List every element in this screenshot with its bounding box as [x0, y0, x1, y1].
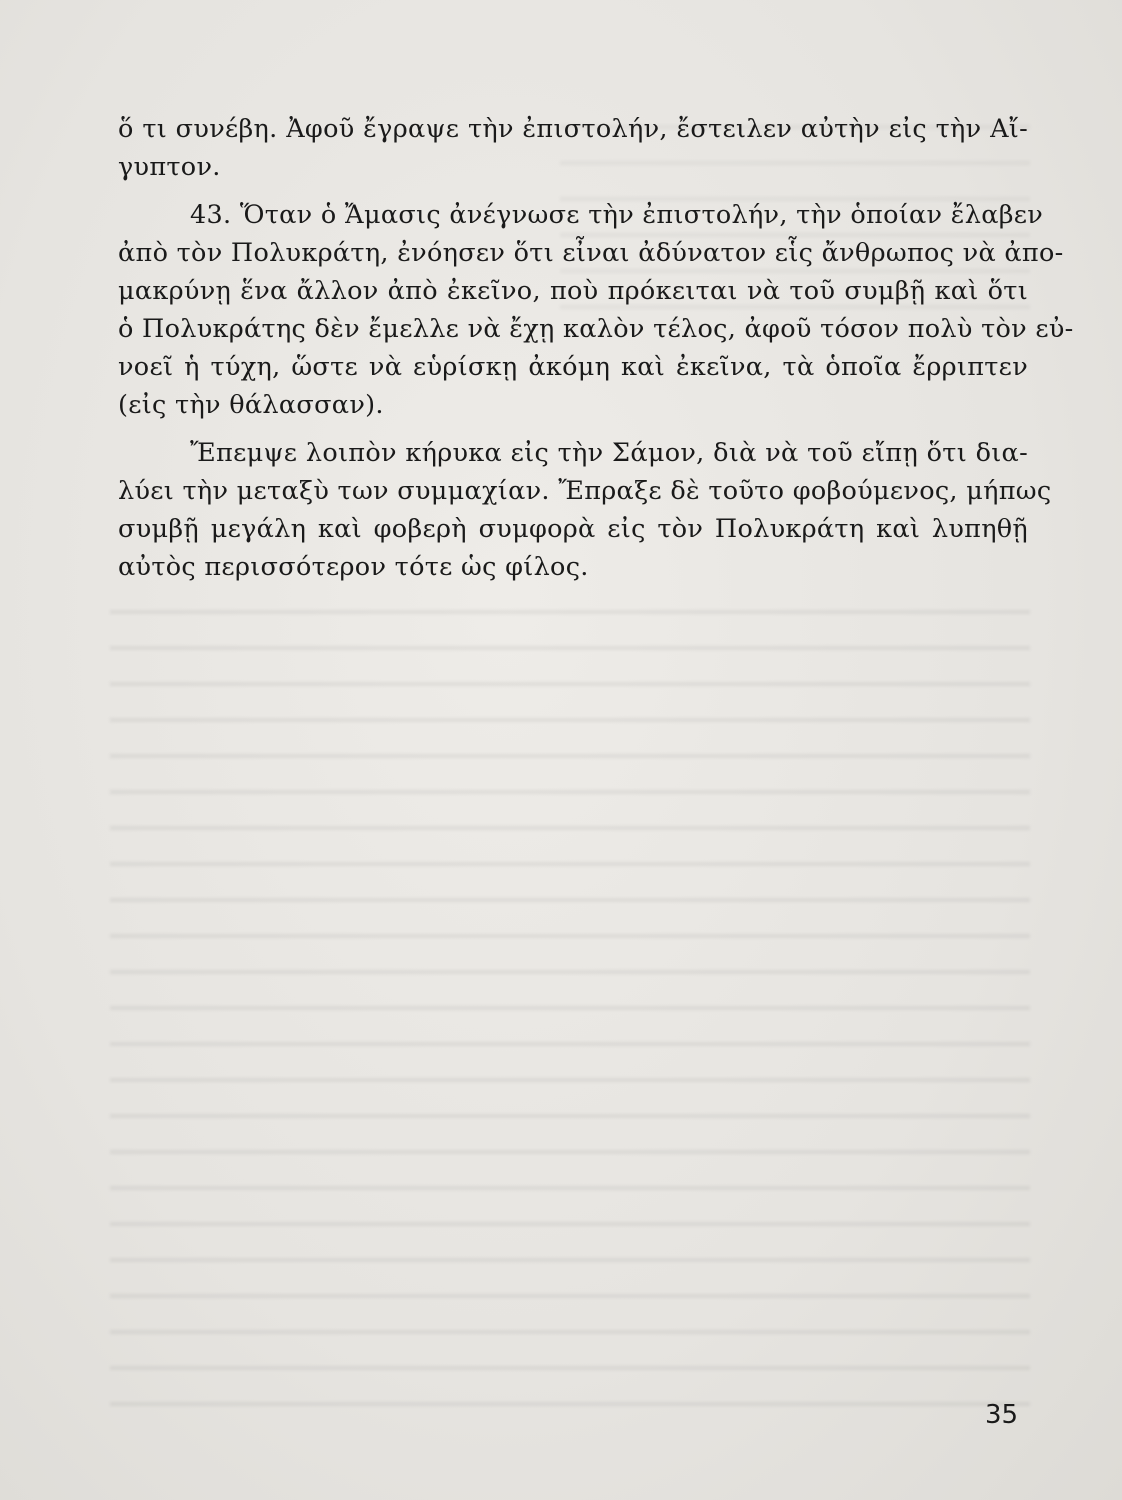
text-line: λύει τὴν μεταξὺ των συμμαχίαν. Ἔπραξε δὲ τοῦτο φοβούμενος, μήπως [118, 476, 1052, 506]
text-line: Ἔπεμψε λοιπὸν κήρυκα εἰς τὴν Σάμον, διὰ νὰ τοῦ εἴπῃ ὅτι δια- [190, 438, 1028, 468]
text-line: ὅ τι συνέβη. Ἀφοῦ ἔγραψε τὴν ἐπιστολήν, ἔστειλεν αὐτὴν εἰς τὴν Αἴ- [118, 114, 1028, 144]
text-line: μακρύνῃ ἕνα ἄλλον ἀπὸ ἐκεῖνο, ποὺ πρόκειται νὰ τοῦ συμβῇ καὶ ὅτι [118, 276, 1028, 306]
text-line: αὐτὸς περισσότερον τότε ὡς φίλος. [118, 552, 589, 582]
text-line: γυπτον. [118, 152, 221, 182]
text-line: ἀπὸ τὸν Πολυκράτη, ἐνόησεν ὅτι εἶναι ἀδύνατον εἷς ἄνθρωπος νὰ ἀπο- [118, 238, 1064, 268]
body-text [118, 110, 1074, 586]
bleed-through-text [110, 590, 1030, 1410]
text-line: (εἰς τὴν θάλασσαν). [118, 390, 384, 420]
text-line: νοεῖ ἡ τύχη, ὥστε νὰ εὑρίσκῃ ἀκόμη καὶ ἐκεῖνα, τὰ ὁποῖα ἔρριπτεν [118, 352, 1028, 382]
text-line: ὁ Πολυκράτης δὲν ἔμελλε νὰ ἔχῃ καλὸν τέλος, ἀφοῦ τόσον πολὺ τὸν εὐ- [118, 314, 1074, 344]
page-number: 35 [985, 1400, 1019, 1430]
text-line: 43. Ὅταν ὁ Ἄμασις ἀνέγνωσε τὴν ἐπιστολήν, τὴν ὁποίαν ἔλαβεν [190, 200, 1044, 230]
text-line: συμβῇ μεγάλη καὶ φοβερὴ συμφορὰ εἰς τὸν Πολυκράτη καὶ λυπηθῇ [118, 514, 1028, 544]
